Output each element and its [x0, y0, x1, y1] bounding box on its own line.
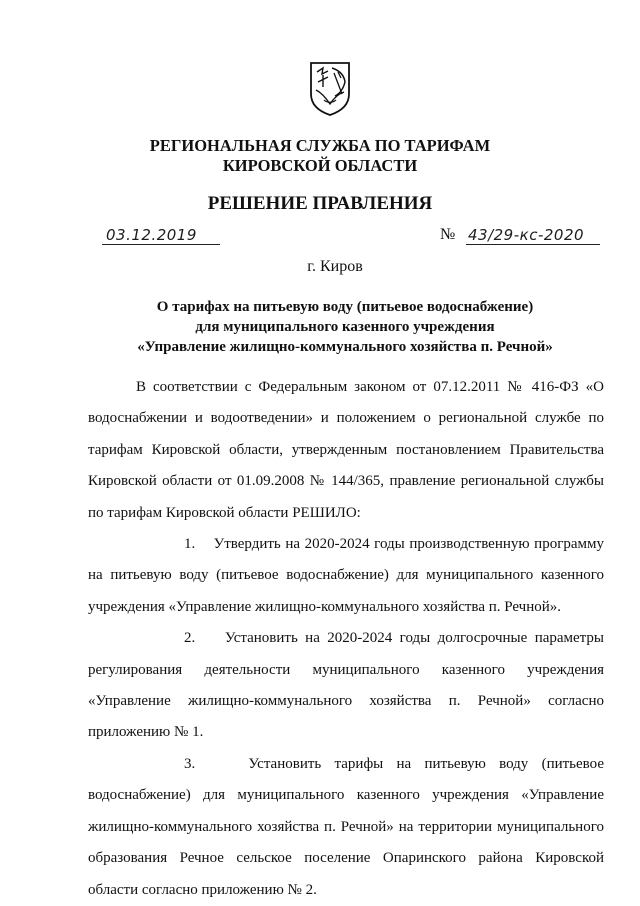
item-text: Установить тарифы на питьевую воду (питьевое водоснабжение) для муниципального казенного учреждения «Управление жилищно-коммунального хозяйства п. Речной» на территории муниципального образования Речное сельское поселение Опаринского района Кировской области согласно приложению № 2.: [88, 755, 604, 898]
intro-paragraph: В соответствии с Федеральным законом от 07.12.2011 № 416-ФЗ «О водоснабжении и водоотведении» и положением о региональной службе по тарифам Кировской области, утвержденным постановлением Правительства Кировской области от 01.09.2008 № 144/365, правление региональной службы по тарифам Кировской области РЕШИЛО:: [88, 379, 604, 521]
subject-line3: «Управление жилищно-коммунального хозяйства п. Речной»: [137, 339, 553, 355]
item-text: Утвердить на 2020-2024 годы производственную программу на питьевую воду (питьевое водоснабжение) для муниципального казенного учреждения «Управление жилищно-коммунального хозяйства п. Речной».: [88, 536, 605, 615]
subject-line2: для муниципального казенного учреждения: [195, 319, 495, 335]
document-number: 43/29-кс-2020: [466, 226, 600, 245]
item-number: 2.: [184, 630, 196, 647]
city-name: г. Киров: [307, 258, 363, 275]
document-body: [88, 372, 604, 906]
decision-item-1: [88, 529, 604, 623]
item-number: 1.: [184, 536, 196, 553]
document-date: 03.12.2019: [102, 226, 220, 245]
decision-item-3: [88, 749, 604, 906]
organization-name-line2: КИРОВСКОЙ ОБЛАСТИ: [222, 156, 418, 175]
number-label: №: [440, 226, 456, 243]
subject-line1: О тарифах на питьевую воду (питьевое водоснабжение): [156, 299, 534, 315]
document-type-title: РЕШЕНИЕ ПРАВЛЕНИЯ: [207, 193, 433, 214]
decision-item-2: [88, 623, 604, 749]
item-text: Установить на 2020-2024 годы долгосрочные параметры регулирования деятельности муниципального казенного учреждения «Управление жилищно-коммунального хозяйства п. Речной» согласно приложению № 1.: [88, 630, 604, 741]
coat-of-arms-icon: [308, 60, 352, 116]
organization-name-line1: РЕГИОНАЛЬНАЯ СЛУЖБА ПО ТАРИФАМ: [149, 136, 491, 155]
item-number: 3.: [184, 755, 196, 772]
